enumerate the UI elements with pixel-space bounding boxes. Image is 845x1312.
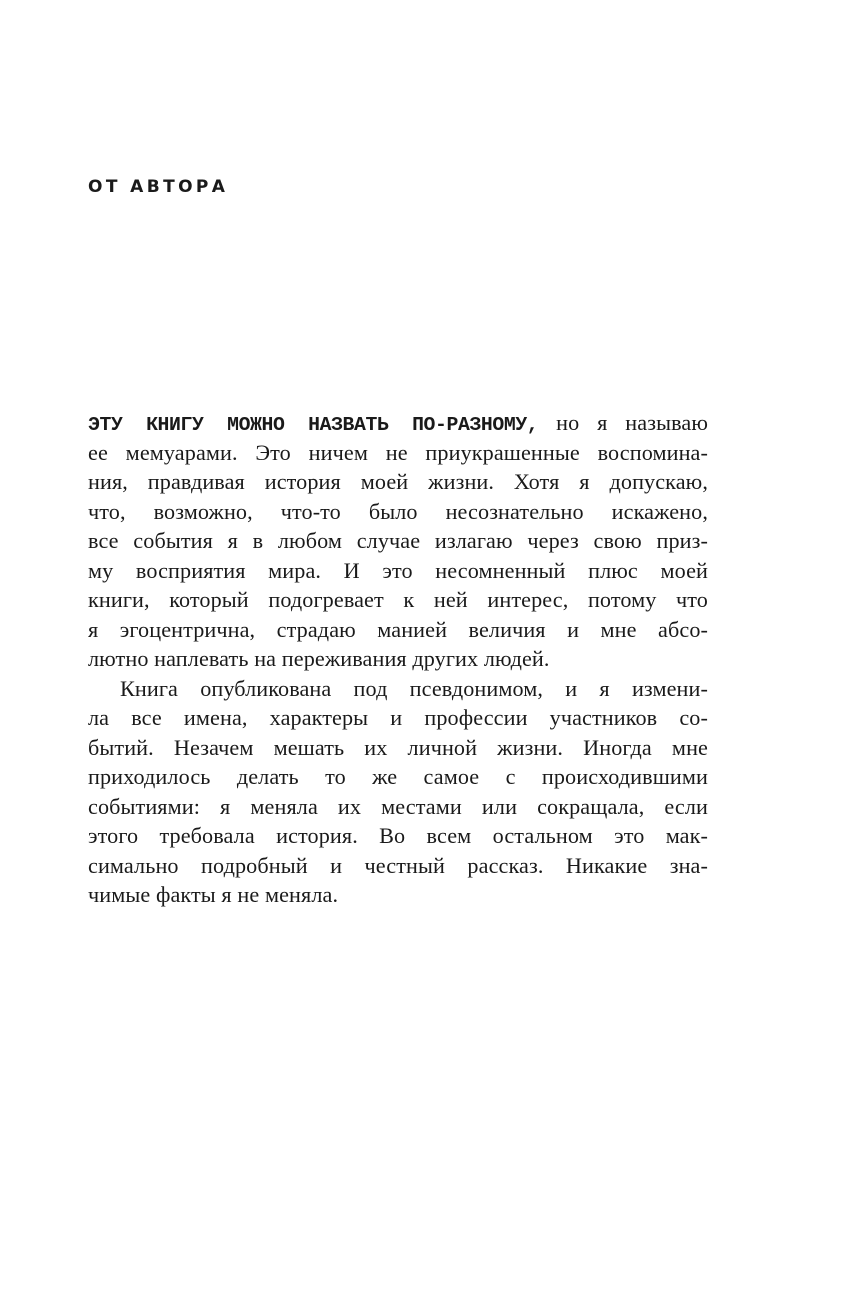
- text-line: книги, который подогревает к ней интерес, потому что: [88, 587, 708, 612]
- text-line: [88, 408, 708, 438]
- text-line: приходилось делать то же самое с происходившими: [88, 764, 708, 789]
- text-line: я эгоцентрична, страдаю манией величия и мне абсо-: [88, 616, 708, 642]
- text-line: лютно наплевать на переживания других людей.: [88, 646, 550, 671]
- text-line: все события я в любом случае излагаю через свою приз-: [88, 528, 708, 553]
- body-text: [88, 408, 708, 910]
- text-line: ла все имена, характеры и профессии участников со-: [88, 705, 708, 730]
- section-heading: ОТ АВТОРА: [88, 177, 229, 197]
- text-line: этого требовала история. Во всем остальном это мак-: [88, 823, 708, 848]
- text-line: ния, правдивая история моей жизни. Хотя я допускаю,: [88, 469, 708, 494]
- text-line: бытий. Незачем мешать их личной жизни. Иногда мне: [88, 734, 708, 760]
- lead-in-caps: ЭТУ КНИГУ МОЖНО НАЗВАТЬ ПО-РАЗНОМУ,: [88, 414, 539, 436]
- text-line: Книга опубликована под псевдонимом, и я измени-: [120, 675, 708, 701]
- text-line: что, возможно, что-то было несознательно искажено,: [88, 498, 708, 524]
- line-text: но я называю: [538, 410, 708, 435]
- text-line: му восприятия мира. И это несомненный плюс моей: [88, 557, 708, 583]
- text-line: чимые факты я не меняла.: [88, 882, 339, 907]
- paragraph-2: [88, 674, 708, 910]
- text-line: симально подробный и честный рассказ. Никакие зна-: [88, 852, 708, 878]
- text-line: ее мемуарами. Это ничем не приукрашенные воспомина-: [88, 439, 708, 465]
- text-line: событиями: я меняла их местами или сокращала, если: [88, 793, 708, 819]
- paragraph-1: [88, 408, 708, 674]
